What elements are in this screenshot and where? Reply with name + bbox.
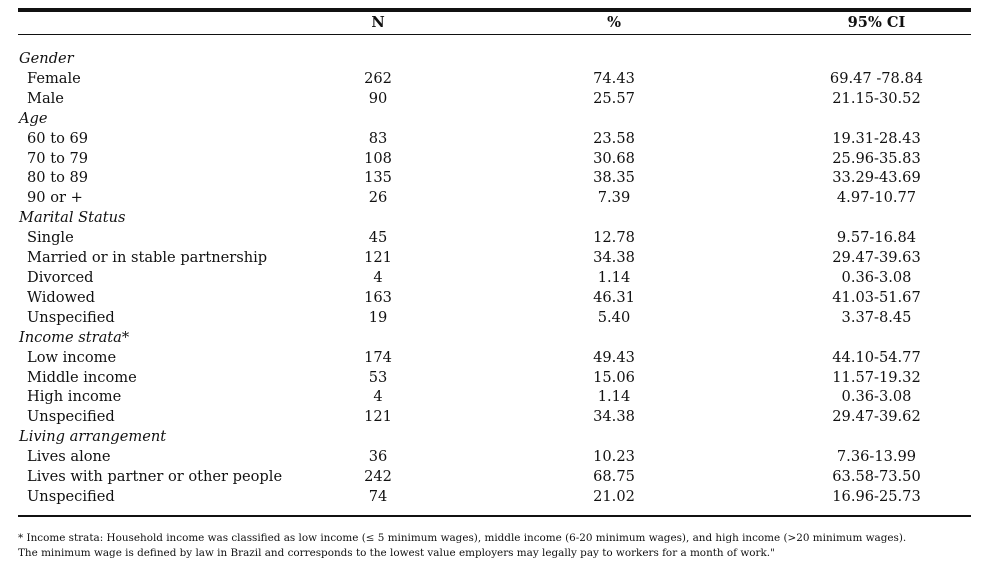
table-row [18,467,971,487]
header-row [18,12,971,34]
cell-percent: 7.39 [597,189,631,207]
cell-percent: 38.35 [593,169,635,187]
demographics-table [18,12,971,517]
cell-ci: 69.47 -78.84 [829,69,924,87]
footnote-line-2: The minimum wage is defined by law in Brazil and corresponds to the lowest value employers may legally pay to workers for a month of work." [18,547,775,559]
section-heading-row [18,427,971,447]
cell-percent: 30.68 [593,149,635,167]
cell-n: 26 [368,189,388,207]
demographics-table-document [18,8,971,517]
section-title: Gender [19,50,74,67]
cell-ci: 4.97-10.77 [836,189,917,207]
header-spacer [18,35,971,49]
cell-percent: 1.14 [597,388,631,406]
row-label: Female [27,69,81,87]
footnote [18,531,978,561]
row-label: 70 to 79 [27,149,89,167]
cell-n: 19 [368,308,388,326]
cell-percent: 1.14 [597,268,631,286]
cell-n: 53 [368,368,388,386]
cell-n: 83 [368,129,388,147]
row-label: 80 to 89 [27,169,89,187]
cell-percent: 5.40 [597,308,631,326]
section-heading-row [18,109,971,129]
row-label: Low income [27,348,117,366]
bottom-rule [18,515,971,517]
cell-ci: 9.57-16.84 [836,229,917,247]
table-body [18,34,971,517]
cell-n: 121 [364,249,392,267]
cell-percent: 23.58 [593,129,635,147]
section-heading-row [18,328,971,348]
cell-n: 108 [364,149,392,167]
cell-ci: 11.57-19.32 [832,368,921,386]
table-row [18,129,971,149]
cell-ci: 29.47-39.63 [832,249,921,267]
cell-ci: 25.96-35.83 [832,149,921,167]
table-row [18,89,971,109]
bottom-spacer [18,507,971,515]
cell-n: 4 [373,388,383,406]
cell-n: 242 [364,468,392,486]
cell-ci: 0.36-3.08 [841,268,912,286]
table-row [18,368,971,388]
row-label: Divorced [27,268,94,286]
cell-percent: 12.78 [593,229,635,247]
row-label: 90 or + [27,189,83,207]
cell-ci: 16.96-25.73 [832,487,921,505]
cell-ci: 41.03-51.67 [832,288,921,306]
table-row [18,69,971,89]
row-label: Male [27,89,64,107]
table-row [18,348,971,368]
header-label-column [18,12,310,34]
header-n: N [371,14,385,31]
table-row [18,168,971,188]
table-row [18,228,971,248]
cell-percent: 68.75 [593,468,635,486]
row-label: Single [27,229,74,247]
row-label: Middle income [27,368,137,386]
cell-n: 262 [364,69,392,87]
cell-n: 36 [368,448,388,466]
section-title: Living arrangement [19,428,167,446]
row-label: Married or in stable partnership [27,249,268,267]
table-row [18,188,971,208]
section-title: Marital Status [19,209,126,227]
table-row [18,268,971,288]
footnote-line-1: * Income strata: Household income was classified as low income (≤ 5 minimum wages), middle income (6-20 minimum wages), and high income (>20 minimum wages). [18,532,907,544]
cell-ci: 29.47-39.62 [832,408,921,426]
cell-n: 163 [364,288,392,306]
table-row [18,447,971,467]
table-row [18,487,971,507]
cell-n: 74 [368,487,388,505]
row-label: High income [27,388,122,406]
row-label: Unspecified [27,308,115,326]
cell-ci: 63.58-73.50 [832,468,921,486]
cell-ci: 19.31-28.43 [832,129,921,147]
cell-percent: 49.43 [593,348,635,366]
cell-percent: 74.43 [593,69,635,87]
table-row [18,308,971,328]
row-label: Widowed [27,288,96,306]
cell-n: 45 [368,229,388,247]
header-percent: % [607,14,621,31]
section-heading-row [18,208,971,228]
table-row [18,387,971,407]
cell-n: 174 [364,348,392,366]
cell-percent: 15.06 [593,368,635,386]
cell-n: 135 [364,169,392,187]
row-label: Unspecified [27,487,115,505]
cell-ci: 33.29-43.69 [832,169,921,187]
row-label: Unspecified [27,408,115,426]
row-label: 60 to 69 [27,129,89,147]
cell-ci: 7.36-13.99 [836,448,917,466]
cell-percent: 21.02 [593,487,635,505]
row-label: Lives alone [27,448,111,466]
cell-ci: 0.36-3.08 [841,388,912,406]
cell-ci: 3.37-8.45 [841,308,912,326]
cell-ci: 21.15-30.52 [832,89,921,107]
cell-n: 121 [364,408,392,426]
cell-percent: 34.38 [593,249,635,267]
table-row [18,288,971,308]
table-row [18,149,971,169]
cell-percent: 25.57 [593,89,635,107]
section-heading-row [18,49,971,69]
cell-percent: 34.38 [593,408,635,426]
cell-percent: 10.23 [593,448,635,466]
header-ci: 95% CI [847,14,906,31]
section-title: Age [19,109,48,127]
cell-ci: 44.10-54.77 [832,348,921,366]
row-label: Lives with partner or other people [27,468,283,486]
section-title: Income strata* [19,328,130,346]
cell-percent: 46.31 [593,288,635,306]
cell-n: 4 [373,268,383,286]
table-row [18,248,971,268]
cell-n: 90 [368,89,388,107]
table-row [18,407,971,427]
